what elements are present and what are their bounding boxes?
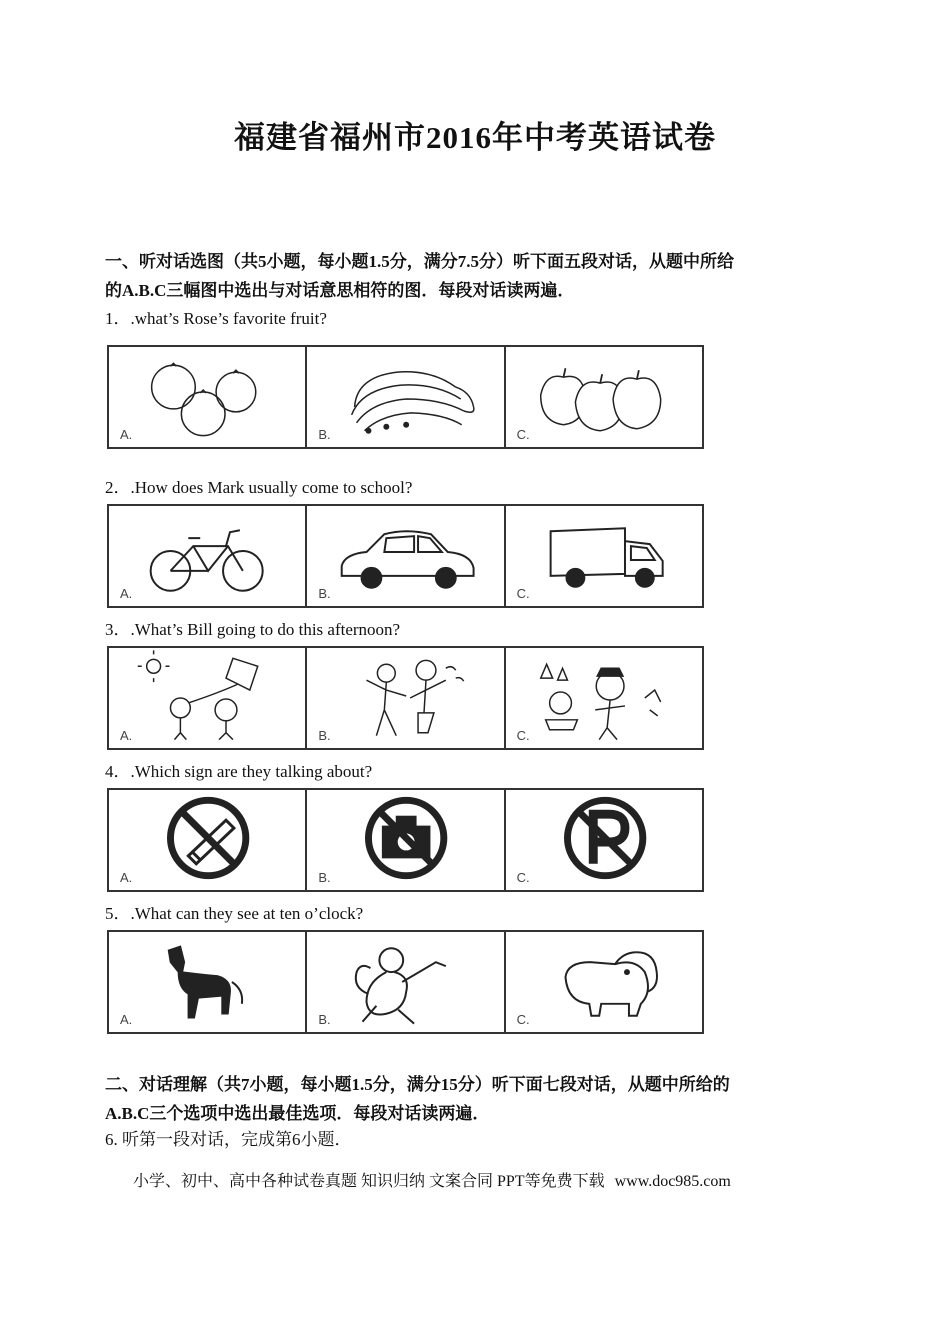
option-c-panel[interactable] [506, 347, 702, 447]
option-a-label: A. [120, 728, 133, 743]
horse-icon [109, 932, 305, 1032]
section-1-instructions [105, 247, 845, 305]
section-2-line-2: A.B.C三个选项中选出最佳选项．每段对话读两遍． [105, 1104, 490, 1123]
option-c-panel[interactable] [506, 790, 702, 890]
option-b-panel[interactable] [307, 347, 505, 447]
question-2-options [107, 504, 704, 608]
option-a-panel[interactable] [109, 347, 307, 447]
bananas-icon [307, 347, 503, 447]
car-icon [307, 506, 503, 606]
no-photos-sign-icon [307, 790, 503, 890]
question-5: 5．.What can they see at ten o’clock? [105, 904, 364, 923]
question-2: 2．.How does Mark usually come to school? [105, 478, 413, 497]
option-c-label: C. [516, 586, 530, 601]
option-b-label: B. [318, 586, 331, 601]
question-6-intro: 6. 听第一段对话，完成第6小题． [105, 1130, 352, 1149]
monkey-icon [307, 932, 503, 1032]
oranges-icon [109, 347, 305, 447]
option-b-panel[interactable] [307, 648, 505, 748]
option-b-panel[interactable] [307, 790, 505, 890]
option-c-panel[interactable] [506, 648, 702, 748]
option-a-panel[interactable] [109, 790, 307, 890]
option-a-panel[interactable] [109, 648, 307, 748]
option-c-panel[interactable] [506, 506, 702, 606]
footer-text: 小学、初中、高中各种试卷真题 知识归纳 文案合同 PPT等免费下载 [133, 1173, 605, 1190]
fly-kite-icon [109, 648, 305, 748]
question-4-options [107, 788, 704, 892]
camping-icon [506, 648, 702, 748]
section-1-line-1: 一、听对话选图（共5小题，每小题1.5分，满分7.5分）听下面五段对话，从题中所给 [105, 252, 734, 271]
apples-icon [506, 347, 702, 447]
footer-url[interactable]: www.doc985.com [614, 1173, 731, 1190]
option-a-label: A. [120, 427, 133, 442]
page-title: 福建省福州市2016年中考英语试卷 [234, 120, 716, 155]
truck-icon [506, 506, 702, 606]
question-3: 3．.What’s Bill going to do this afternoon? [105, 620, 401, 639]
option-b-label: B. [318, 728, 331, 743]
question-3-options [107, 646, 704, 750]
elephant-icon [506, 932, 702, 1032]
option-b-label: B. [318, 1012, 331, 1027]
option-c-panel[interactable] [506, 932, 702, 1032]
option-b-label: B. [318, 427, 331, 442]
section-1-line-2: 的A.B.C三幅图中选出与对话意思相符的图．每段对话读两遍． [105, 281, 575, 300]
option-a-panel[interactable] [109, 506, 307, 606]
question-4: 4．.Which sign are they talking about? [105, 762, 373, 781]
section-2-instructions [105, 1070, 845, 1128]
question-1-options [107, 345, 704, 449]
option-c-label: C. [516, 870, 530, 885]
no-parking-sign-icon [506, 790, 702, 890]
bicycle-icon [109, 506, 305, 606]
option-a-label: A. [120, 1012, 133, 1027]
question-1: 1．.what’s Rose’s favorite fruit? [105, 309, 327, 328]
option-b-label: B. [318, 870, 331, 885]
option-c-label: C. [516, 427, 530, 442]
option-a-label: A. [120, 870, 133, 885]
question-5-options [107, 930, 704, 1034]
option-c-label: C. [516, 1012, 530, 1027]
option-b-panel[interactable] [307, 506, 505, 606]
no-smoking-sign-icon [109, 790, 305, 890]
option-a-panel[interactable] [109, 932, 307, 1032]
option-c-label: C. [516, 728, 530, 743]
option-a-label: A. [120, 586, 133, 601]
footer [133, 1168, 731, 1191]
dancing-icon [307, 648, 503, 748]
option-b-panel[interactable] [307, 932, 505, 1032]
section-2-line-1: 二、对话理解（共7小题，每小题1.5分，满分15分）听下面七段对话，从题中所给的 [105, 1075, 730, 1094]
